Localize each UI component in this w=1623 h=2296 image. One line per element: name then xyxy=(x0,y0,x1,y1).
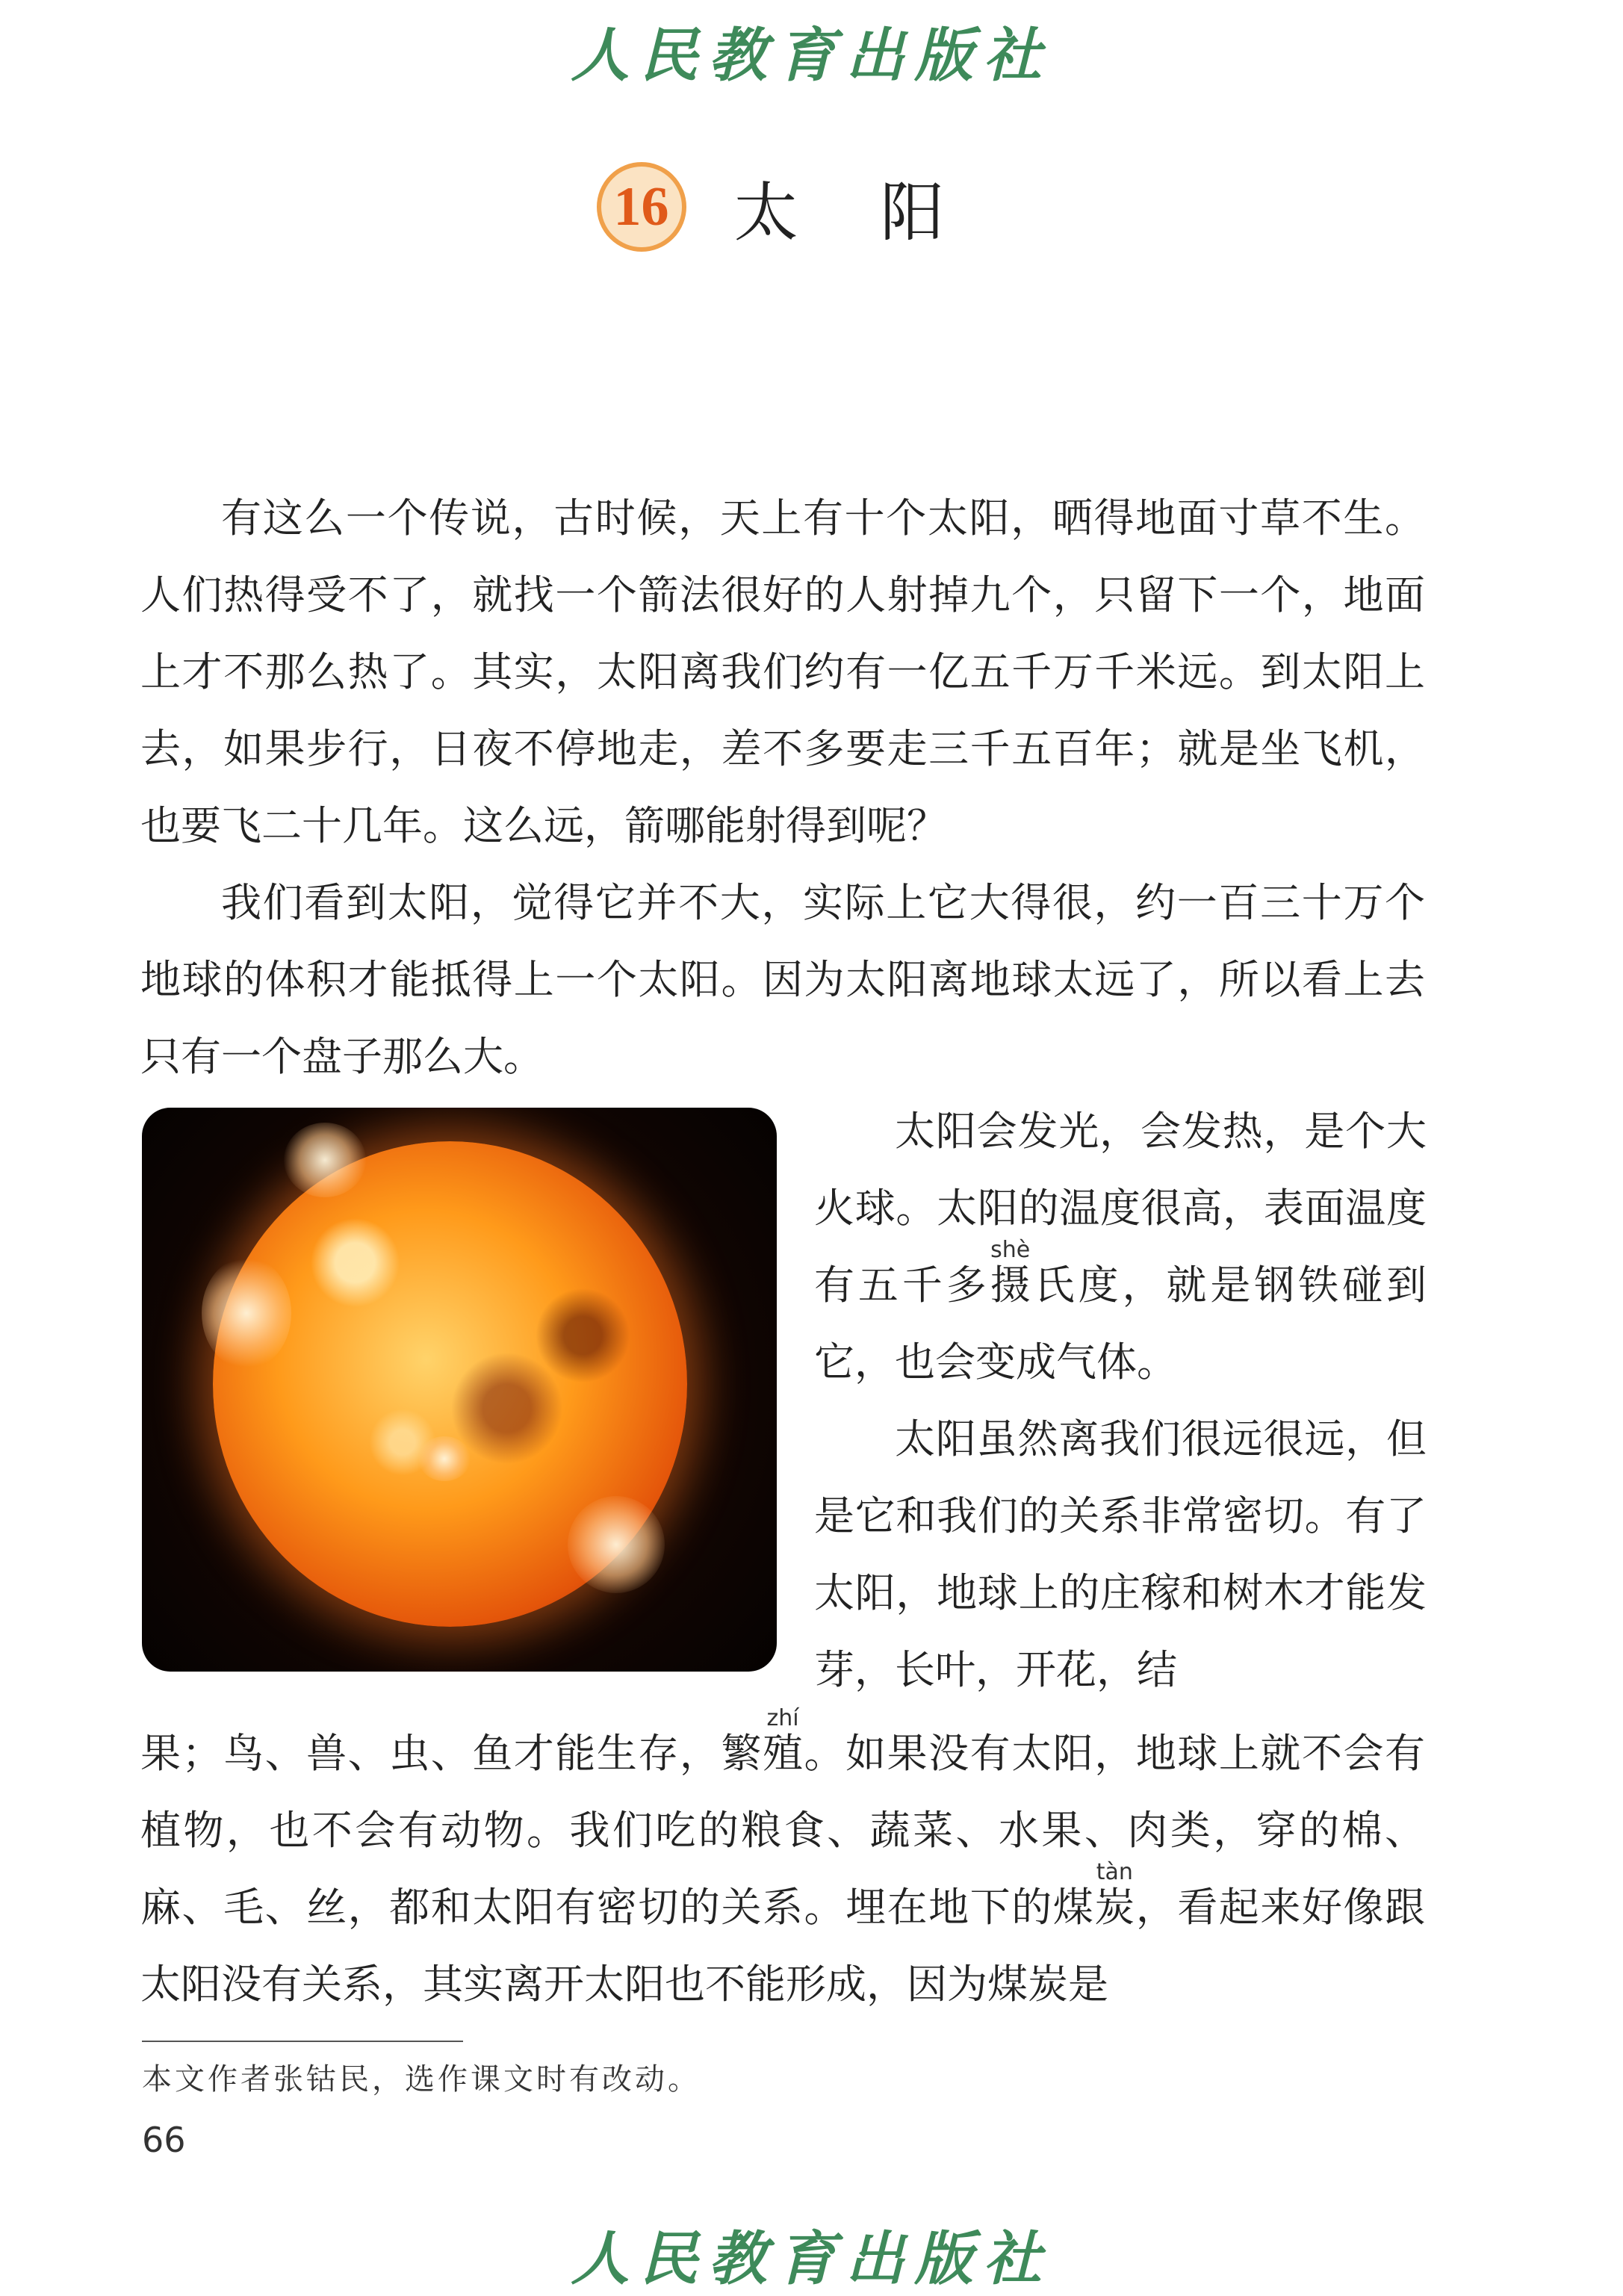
solar-flare xyxy=(418,1436,471,1481)
lesson-title: 太阳 xyxy=(733,176,1027,250)
paragraph-1-text: 有这么一个传说，古时候，天上有十个太阳，晒得地面寸草不生。人们热得受不了，就找一个箭法很好的人射掉九个，只留下一个，地面上才不那么热了。其实，太阳离我们约有一亿五千万千米远。到太阳上去，如果步行，日夜不停地走，差不多要走三千五百年；就是坐飞机，也要飞二十几年。这么远，箭哪能射得到呢？ xyxy=(140,494,1425,849)
ruby-she-pinyin: shè xyxy=(990,1237,1031,1263)
paragraph-4-mid: 。如果没有太阳，地球上就不会有植物，也不会有动物。我们吃的粮食、蔬菜、水果、肉类，穿的棉、麻、毛、丝，都和太阳有密切的关系。埋在地下的煤 xyxy=(140,1730,1426,1931)
lesson-heading xyxy=(0,161,1623,253)
paragraph-1 xyxy=(140,480,1425,864)
sun-photo xyxy=(142,1108,777,1672)
ruby-tan-char: 炭 xyxy=(1094,1884,1136,1931)
paragraph-2 xyxy=(140,864,1425,1095)
footnote: 本文作者张钴民，选作课文时有改动。 xyxy=(142,2062,701,2097)
paragraph-3-after: 氏度，就是钢铁碰到它，也会变成气体。 xyxy=(814,1262,1427,1386)
paragraph-4-before: 果；鸟、兽、虫、鱼才能生存，繁 xyxy=(140,1730,763,1777)
lesson-number-badge: 16 xyxy=(597,162,686,252)
solar-flare xyxy=(202,1257,291,1369)
publisher-header: 人民教育出版社 xyxy=(571,22,1052,90)
paragraph-3-before: 太阳会发光，会发热，是个大火球。太阳的温度很高，表面温度有五千多 xyxy=(814,1108,1427,1309)
publisher-footer: 人民教育出版社 xyxy=(571,2225,1052,2293)
footnote-divider xyxy=(142,2041,463,2042)
solar-flare xyxy=(284,1123,366,1197)
side-text-column xyxy=(814,1093,1427,1708)
paragraph-3 xyxy=(814,1093,1427,1400)
paragraph-4-continued xyxy=(140,1705,1426,2023)
ruby-tan xyxy=(1094,1859,1136,1931)
ruby-zhi xyxy=(763,1705,804,1777)
paragraph-4-after: ，看起来好像跟太阳没有关系，其实离开太阳也不能形成，因为煤炭是 xyxy=(140,1884,1426,2008)
solar-flare xyxy=(568,1496,665,1593)
page-number: 66 xyxy=(142,2120,186,2160)
ruby-tan-pinyin: tàn xyxy=(1094,1859,1135,1885)
ruby-zhi-char: 殖 xyxy=(763,1730,804,1777)
ruby-she-char: 摄 xyxy=(990,1262,1034,1309)
paragraph-4-side: 太阳虽然离我们很远很远，但是它和我们的关系非常密切。有了太阳，地球上的庄稼和树木才能发芽，长叶，开花，结 xyxy=(814,1415,1427,1693)
paragraph-2-text: 我们看到太阳，觉得它并不大，实际上它大得很，约一百三十万个地球的体积才能抵得上一个太阳。因为太阳离地球太远了，所以看上去只有一个盘子那么大。 xyxy=(140,879,1425,1080)
ruby-zhi-pinyin: zhí xyxy=(763,1705,804,1731)
ruby-she xyxy=(990,1237,1034,1309)
